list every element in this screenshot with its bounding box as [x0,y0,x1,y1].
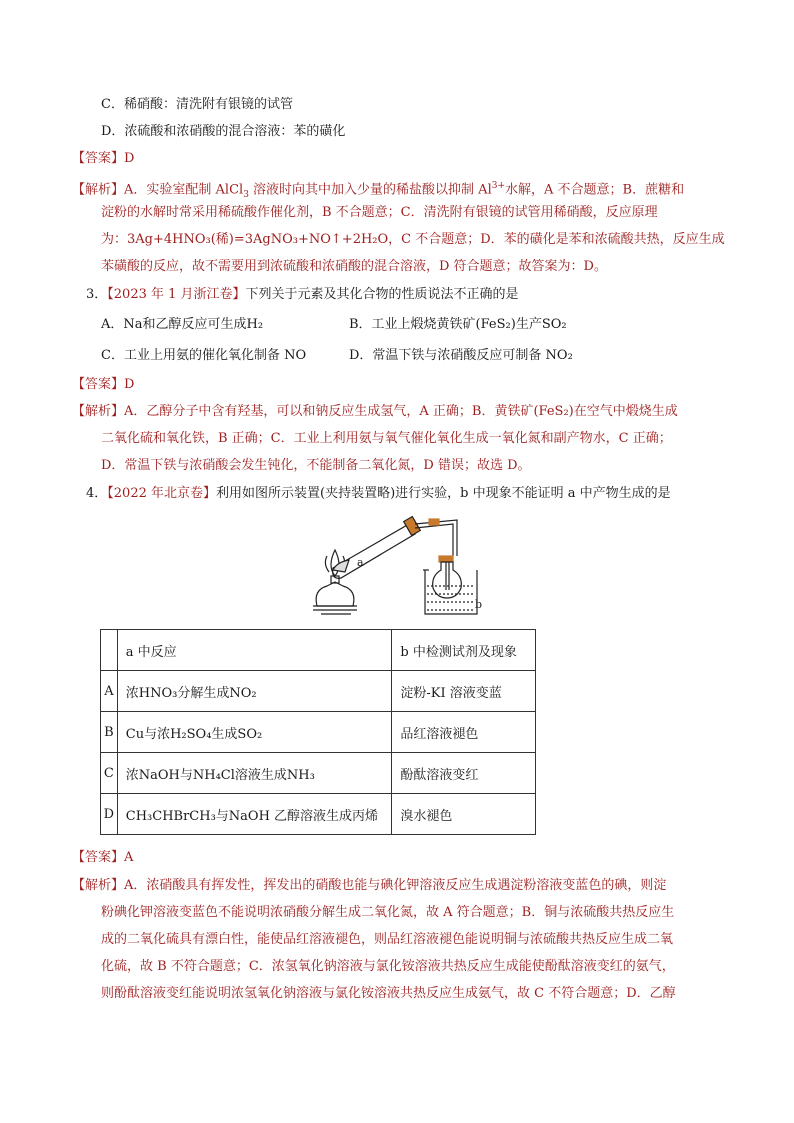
q3-analysis-line-1 [72,402,678,422]
alcohol-lamp-icon [316,582,354,606]
q2-analysis-line-3: 为：3Ag+4HNO₃(稀)=3AgNO₃+NO↑+2H₂O，C 不合题意；D．苯的磺化是苯和浓硫酸共热，反应生成 [101,232,725,247]
answer-tag: 【答案】 [72,377,125,392]
q2-analysis-line-2: 淀粉的水解时常采用稀硫酸作催化剂，B 不合题意；C．清洗附有银镜的试管用稀硝酸，反应原理 [101,205,658,220]
answer-tag: 【答案】 [72,151,125,166]
q4-analysis-line-4: 化硫，故 B 不符合题意；C．浓氢氧化钠溶液与氯化铵溶液共热反应生成能使酚酞溶液变红的氨气， [101,959,675,974]
table-header-cell [101,630,118,671]
table-cell: A [101,671,118,712]
beaker [425,570,477,614]
table-row [101,671,536,712]
flask-b [433,562,462,598]
q3-option-b: B．工业上煅烧黄铁矿(FeS₂)生产SO₂ [349,317,567,332]
q4-table [100,629,536,835]
q3-option-c: C．工业上用氨的催化氧化制备 NO [101,348,307,363]
analysis-text: A．实验室配制 AlCl [124,182,244,198]
analysis-tag: 【解析】 [72,404,125,419]
q4-analysis-line-1 [72,876,666,896]
table-cell: C [101,753,118,794]
q4-analysis-line-3: 成的二氧化硫具有漂白性，能使品红溶液褪色，则品红溶液褪色能说明铜与浓硫酸共热反应生成二氧 [101,932,674,947]
table-cell: 品红溶液褪色 [392,712,536,753]
q3-analysis-line-3: D．常温下铁与浓硝酸会发生钝化，不能制备二氧化氮，D 错误；故选 D。 [101,458,531,473]
q3-answer [72,375,134,395]
analysis-text: 溶液时向其中加入少量的稀盐酸以抑制 Al [248,182,492,198]
analysis-tag: 【解析】 [72,182,125,198]
table-cell: 溴水褪色 [392,794,536,835]
apparatus-diagram [305,510,500,625]
q4-stem [86,484,671,504]
table-cell: Cu与浓H₂SO₄生成SO₂ [117,712,392,753]
table-row [101,794,536,835]
answer-value: A [124,850,134,865]
analysis-tag: 【解析】 [72,878,125,893]
table-cell: 淀粉-KI 溶液变蓝 [392,671,536,712]
q2-answer [72,149,134,169]
table-cell: 浓NaOH与NH₄Cl溶液生成NH₃ [117,753,392,794]
table-row [101,753,536,794]
q3-stem [86,285,519,305]
table-cell: CH₃CHBrCH₃与NaOH 乙醇溶液生成丙烯 [117,794,392,835]
answer-value: D [124,377,135,392]
table-cell: 浓HNO₃分解生成NO₂ [117,671,392,712]
q2-option-c: C．稀硝酸：清洗附有银镜的试管 [101,97,293,112]
q3-option-d: D．常温下铁与浓硝酸反应可制备 NO₂ [349,348,573,363]
table-cell: B [101,712,118,753]
table-cell: 酚酞溶液变红 [392,753,536,794]
table-header-cell: b 中检测试剂及现象 [392,630,536,671]
analysis-text: A．浓硝酸具有挥发性，挥发出的硝酸也能与碘化钾溶液反应生成遇淀粉溶液变蓝色的碘，则淀 [124,878,667,893]
q4-analysis-line-2: 粉碘化钾溶液变蓝色不能说明浓硝酸分解生成二氧化氮，故 A 符合题意；B．铜与浓硫酸共热反应生 [101,905,675,920]
table-header-row [101,630,536,671]
question-source: 【2022 年北京卷】 [107,486,216,501]
analysis-text: A．乙醇分子中含有羟基，可以和钠反应生成氢气，A 正确；B．黄铁矿(FeS₂)在空气中煅烧生成 [124,404,678,419]
q4-answer [72,848,133,868]
q2-analysis-line-4: 苯磺酸的反应，故不需要用到浓硫酸和浓硝酸的混合溶液，D 符合题意；故答案为：D。 [101,259,607,274]
q2-option-d: D．浓硫酸和浓硝酸的混合溶液：苯的磺化 [101,124,346,139]
question-number: 4． [86,486,108,501]
q3-option-a: A．Na和乙醇反应可生成H₂ [101,317,264,332]
answer-tag: 【答案】 [72,850,125,865]
table-row [101,712,536,753]
label-b: b [475,598,483,611]
question-text: 利用如图所示装置(夹持装置略)进行实验，b 中现象不能证明 a 中产物生成的是 [216,486,671,501]
q3-analysis-line-2: 二氧化硫和氧化铁，B 正确；C．工业上利用氨与氧气催化氧化生成一氧化氮和副产物水，C 正确； [101,431,672,446]
q2-analysis-line-1: 【解析】A．实验室配制 AlCl$_3$ 溶液时向其中加入少量的稀盐酸以抑制 $Al^{3+}$水解，A 不合题意；B．蔗糖和 [72,181,685,200]
question-number: 3． [86,287,108,302]
table-cell: D [101,794,118,835]
q4-analysis-line-5: 则酚酞溶液变红能说明浓氢氧化钠溶液与氯化铵溶液共热反应生成氨气，故 C 不符合题意；D．乙醇 [101,986,676,1001]
answer-value: D [124,151,135,166]
question-source: 【2023 年 1 月浙江卷】 [107,287,246,302]
label-a: a [357,556,364,569]
table-header-cell: a 中反应 [117,630,392,671]
analysis-text: 水解，A 不合题意；B．蔗糖和 [505,182,685,198]
question-text: 下列关于元素及其化合物的性质说法不正确的是 [245,287,519,302]
